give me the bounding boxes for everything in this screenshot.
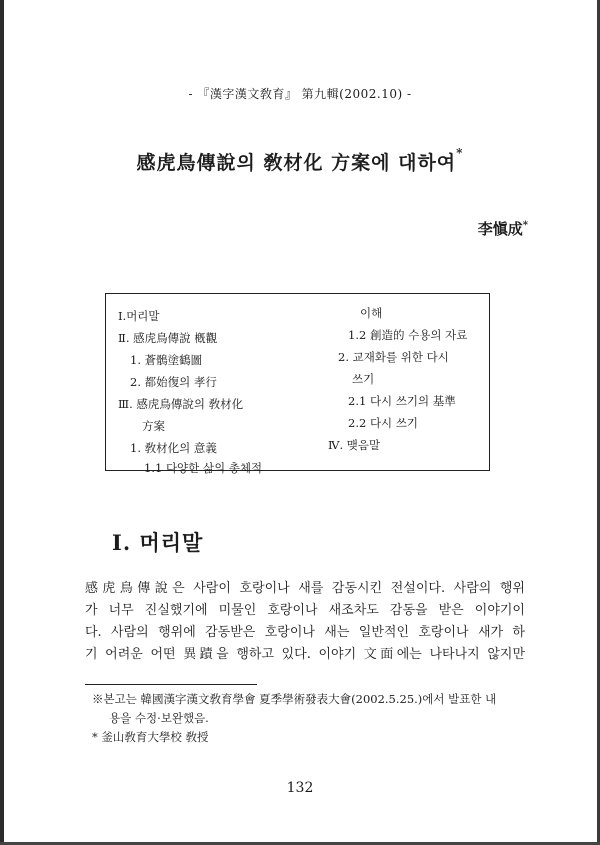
running-head: - 『漢字漢文敎育』 第九輯(2002.10) -	[188, 87, 412, 101]
toc-item: 2.1 다시 쓰기의 基準	[348, 394, 456, 408]
toc-item: Ⅰ.머리말	[118, 309, 160, 323]
scan-edge-left	[0, 0, 4, 845]
toc-item: 1.2 創造的 수용의 자료	[348, 328, 468, 342]
author-footnote-mark: *	[522, 220, 528, 231]
toc-item: 1.1 다양한 삶의 총체적	[144, 461, 263, 475]
section-heading: Ⅰ. 머리말	[112, 530, 204, 555]
toc-item: Ⅱ. 感虎鳥傳說 槪觀	[118, 331, 218, 345]
body-line: 다. 사람의 행위에 감동받은 호랑이나 새는 일반적인 호랑이나 새가 하	[85, 625, 525, 640]
toc-item: Ⅲ. 感虎鳥傳說의 敎材化	[118, 397, 244, 411]
footnotes	[92, 690, 532, 747]
footnote-2: * 釜山敎育大學校 敎授	[92, 730, 209, 744]
toc-item: 方案	[142, 419, 165, 433]
toc-item: 쓰기	[352, 372, 375, 386]
table-of-contents	[105, 293, 490, 475]
toc-item: Ⅳ. 맺음말	[328, 438, 381, 452]
footnote-1-line-2: 용을 수정·보완했음.	[109, 711, 209, 725]
toc-item: 이해	[360, 306, 383, 320]
body-line: 기 어려운 어떤 異蹟을 행하고 있다. 이야기 文面에는 나타나지 않지만	[85, 647, 525, 662]
author-name-text: 李愼成	[477, 220, 523, 238]
author-name	[478, 218, 528, 239]
footnote-1-line-1: ※본고는 韓國漢字漢文敎育學會 夏季學術發表大會(2002.5.25.)에서 발표한 내	[92, 692, 497, 706]
toc-item: 2.2 다시 쓰기	[348, 416, 419, 430]
body-paragraph	[85, 578, 525, 666]
body-line: 感虎鳥傳說은 사람이 호랑이나 새를 감동시킨 전설이다. 사람의 행위	[85, 581, 525, 596]
page-number: 132	[286, 780, 314, 796]
paper-title	[0, 148, 600, 175]
toc-item: 1. 敎材化의 意義	[130, 441, 217, 455]
body-line: 가 너무 진실했기에 미물인 호랑이나 새조차도 감동을 받은 이야기이	[85, 603, 525, 618]
title-footnote-mark: *	[456, 146, 464, 160]
paper-title-text: 感虎鳥傳說의 敎材化 方案에 대하여	[136, 152, 457, 174]
toc-item: 2. 都始復의 孝行	[130, 375, 217, 389]
footnote-divider	[85, 684, 257, 685]
toc-item: 1. 蒼鶻塗鶴圖	[130, 353, 203, 367]
toc-item: 2. 교재화를 위한 다시	[338, 350, 449, 364]
